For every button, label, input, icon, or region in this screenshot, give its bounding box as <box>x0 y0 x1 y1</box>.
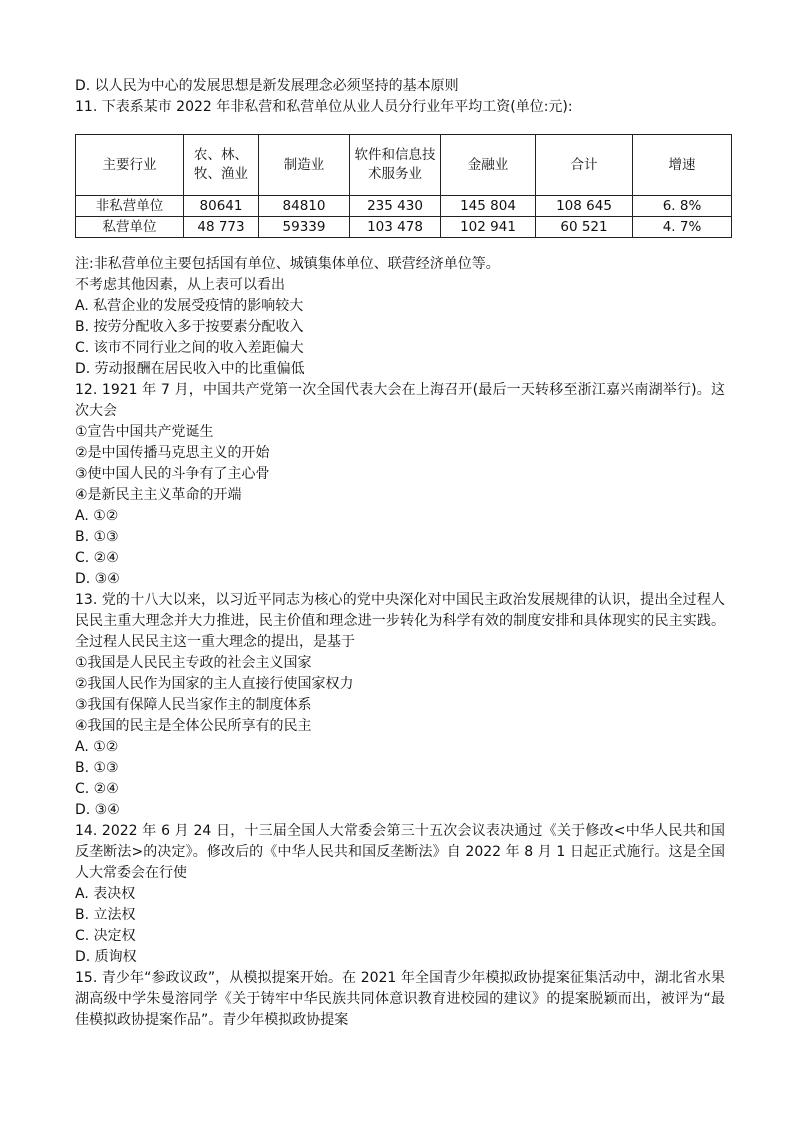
q11-stem: 11. 下表系某市 2022 年非私营和私营单位从业人员分行业年平均工资(单位:元): <box>75 99 573 115</box>
header-cell: 合计 <box>536 135 633 196</box>
q12-option-c: C. ②④ <box>75 550 119 566</box>
q11-option-a: A. 私营企业的发展受疫情的影响较大 <box>75 298 304 314</box>
q12-item-4: ④是新民主主义革命的开端 <box>75 487 242 503</box>
q12-option-d: D. ③④ <box>75 571 120 587</box>
table-cell: 48 773 <box>184 217 259 238</box>
q11-option-c: C. 该市不同行业之间的收入差距偏大 <box>75 340 304 356</box>
q15-stem: 15. 青少年“参政议政”，从模拟提案开始。在 2021 年全国青少年模拟政协提案征集活动中，湖北省水果湖高级中学朱曼溶同学《关于铸牢中华民族共同体意识教育进校园的建议》的提案脱颖而出，被评为“最佳模拟政协提案作品”。青少年模拟政协提案 <box>75 970 725 1028</box>
q13-option-b: B. ①③ <box>75 760 119 776</box>
q10-option-d: D. 以人民为中心的发展思想是新发展理念必须坚持的基本原则 <box>75 78 459 94</box>
table-cell: 59339 <box>259 217 350 238</box>
table-cell: 102 941 <box>441 217 536 238</box>
q12-option-b: B. ①③ <box>75 529 119 545</box>
header-cell: 软件和信息技术服务业 <box>350 135 441 196</box>
q12-item-1: ①宣告中国共产党诞生 <box>75 424 214 440</box>
table-row <box>76 217 732 238</box>
q14-stem: 14. 2022 年 6 月 24 日，十三届全国人大常委会第三十五次会议表决通过《关于修改<中华人民共和国反垄断法>的决定》。修改后的《中华人民共和国反垄断法》自 2022 年 8 月 1 日起正式施行。这是全国人大常委会在行使 <box>75 823 725 881</box>
q14-option-b: B. 立法权 <box>75 907 136 923</box>
q13-option-d: D. ③④ <box>75 802 120 818</box>
table-cell: 4. 7% <box>633 217 732 238</box>
table-cell: 6. 8% <box>633 196 732 217</box>
table-cell: 非私营单位 <box>76 196 184 217</box>
table-cell: 103 478 <box>350 217 441 238</box>
q12-item-3: ③使中国人民的斗争有了主心骨 <box>75 466 270 482</box>
q11-option-d: D. 劳动报酬在居民收入中的比重偏低 <box>75 361 305 377</box>
q14-option-c: C. 决定权 <box>75 928 136 944</box>
table-header-row <box>76 135 732 196</box>
q11-note: 注:非私营单位主要包括国有单位、城镇集体单位、联营经济单位等。 <box>75 256 500 272</box>
q13-item-2: ②我国人民作为国家的主人直接行使国家权力 <box>75 676 354 692</box>
table-cell: 84810 <box>259 196 350 217</box>
q14-option-a: A. 表决权 <box>75 886 136 902</box>
header-cell: 农、林、牧、渔业 <box>184 135 259 196</box>
table-row <box>76 196 732 217</box>
exam-page <box>75 76 725 1031</box>
header-cell: 金融业 <box>441 135 536 196</box>
table-cell: 私营单位 <box>76 217 184 238</box>
q13-option-c: C. ②④ <box>75 781 119 797</box>
table-cell: 235 430 <box>350 196 441 217</box>
q13-item-4: ④我国的民主是全体公民所享有的民主 <box>75 718 312 734</box>
table-cell: 80641 <box>184 196 259 217</box>
q13-item-3: ③我国有保障人民当家作主的制度体系 <box>75 697 312 713</box>
q13-option-a: A. ①② <box>75 739 119 755</box>
header-cell: 增速 <box>633 135 732 196</box>
table-cell: 60 521 <box>536 217 633 238</box>
q11-option-b: B. 按劳分配收入多于按要素分配收入 <box>75 319 304 335</box>
header-cell: 主要行业 <box>76 135 184 196</box>
header-cell: 制造业 <box>259 135 350 196</box>
q11-prompt: 不考虑其他因素，从上表可以看出 <box>75 277 285 293</box>
table-cell: 145 804 <box>441 196 536 217</box>
table-cell: 108 645 <box>536 196 633 217</box>
q12-item-2: ②是中国传播马克思主义的开始 <box>75 445 270 461</box>
wage-table <box>75 134 732 238</box>
q12-option-a: A. ①② <box>75 508 119 524</box>
q13-item-1: ①我国是人民民主专政的社会主义国家 <box>75 655 312 671</box>
q13-stem: 13. 党的十八大以来，以习近平同志为核心的党中央深化对中国民主政治发展规律的认识，提出全过程人民民主重大理念并大力推进，民主价值和理念进一步转化为科学有效的制度安排和具体现实的民主实践。全过程人民民主这一重大理念的提出，是基于 <box>75 592 725 650</box>
q12-stem: 12. 1921 年 7 月，中国共产党第一次全国代表大会在上海召开(最后一天转移至浙江嘉兴南湖举行)。这次大会 <box>75 382 725 419</box>
q14-option-d: D. 质询权 <box>75 949 137 965</box>
